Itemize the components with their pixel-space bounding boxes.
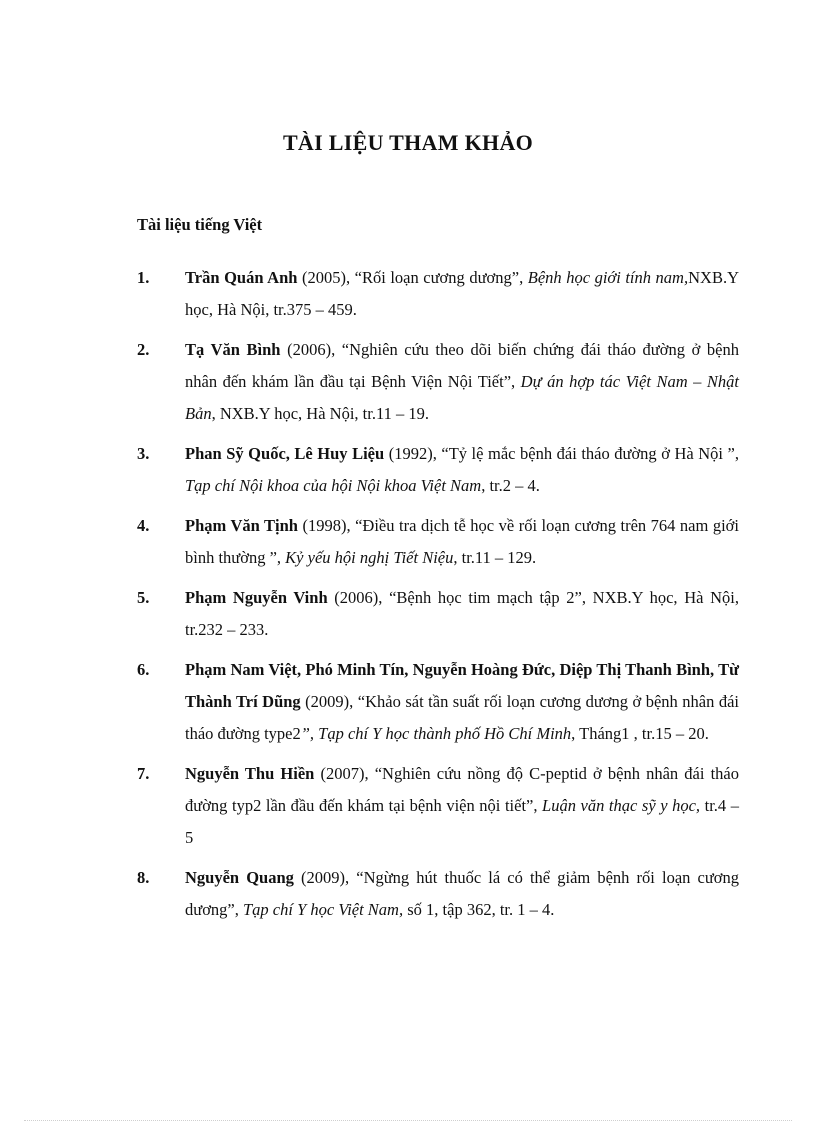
reference-text [185,654,739,750]
reference-text [185,510,739,574]
reference-authors: Phan Sỹ Quốc, Lê Huy Liệu [185,444,385,463]
reference-tail: , Tháng1 , tr.15 – 20. [571,724,709,743]
reference-item [137,862,739,926]
reference-authors: Nguyễn Quang [185,868,294,887]
reference-item [137,438,739,502]
reference-source: ”, Tạp chí Y học thành phố Hồ Chí Minh [300,724,572,743]
reference-number: 4. [137,516,150,535]
reference-tail: , tr.11 – 129. [453,548,537,567]
reference-number: 6. [137,660,150,679]
reference-number: 7. [137,764,150,783]
reference-tail: , NXB.Y học, Hà Nội, tr.11 – 19. [211,404,429,423]
reference-authors: Trần Quán Anh [185,268,298,287]
reference-number: 3. [137,444,150,463]
reference-details: (2007), “Nghiên cứu nồng độ C-peptid ở bệnh nhân đái tháo đường typ2 lần đầu đến khám tại bệnh viện nội tiết”, [185,764,739,815]
reference-authors: Phạm Văn Tịnh [185,516,298,535]
reference-tail: tr.4 – 5 [185,796,739,847]
reference-authors: Phạm Nguyễn Vinh [185,588,328,607]
reference-item [137,510,739,574]
reference-text [185,438,739,502]
reference-number: 8. [137,868,150,887]
section-heading: Tài liệu tiếng Việt [137,215,263,234]
reference-authors: Nguyễn Thu Hiền [185,764,315,783]
reference-authors: Tạ Văn Bình [185,340,281,359]
reference-tail: NXB.Y học, Hà Nội, tr.375 – 459. [185,268,739,319]
reference-source: Bệnh học giới tính nam, [527,268,689,287]
reference-text [185,582,739,646]
reference-source: Tạp chí Y học Việt Nam, [243,900,404,919]
reference-source: Tạp chí Nội khoa của hội Nội khoa Việt Nam [185,476,482,495]
reference-details: (2006), “Nghiên cứu theo dõi biến chứng đái tháo đường ở bệnh nhân đến khám lần đầu tại Bệnh Viện Nội Tiết”, [185,340,739,391]
reference-text [185,862,739,926]
reference-list [137,262,739,934]
reference-text [185,262,739,326]
reference-number: 1. [137,268,150,287]
reference-text [185,334,739,430]
reference-details: (1998), “Điều tra dịch tễ học về rối loạn cương trên 764 nam giới bình thường ”, [185,516,739,567]
reference-item [137,654,739,750]
reference-item [137,262,739,326]
reference-source: Kỷ yếu hội nghị Tiết Niệu [285,548,454,567]
reference-details: (2006), “Bệnh học tim mạch tập 2”, NXB.Y học, Hà Nội, tr.232 – 233. [185,588,739,639]
reference-details: (2009), “Ngừng hút thuốc lá có thể giảm bệnh rối loạn cương dương”, [185,868,739,919]
reference-details: (2005), “Rối loạn cương dương”, [297,268,528,287]
footer-divider [24,1120,792,1121]
reference-details: (1992), “Tỷ lệ mắc bệnh đái tháo đường ở Hà Nội ”, [384,444,739,463]
reference-authors: Phạm Nam Việt, Phó Minh Tín, Nguyễn Hoàng Đức, Diệp Thị Thanh Bình, Từ Thành Trí Dũng [185,660,739,711]
reference-details: (2009), “Khảo sát tần suất rối loạn cương dương ở bệnh nhân đái tháo đường type2 [185,692,739,743]
reference-number: 2. [137,340,150,359]
reference-tail: , tr.2 – 4. [481,476,540,495]
reference-number: 5. [137,588,150,607]
page-title: TÀI LIỆU THAM KHẢO [282,130,534,155]
reference-item [137,758,739,854]
reference-source: Luận văn thạc sỹ y học, [542,796,701,815]
reference-item [137,334,739,430]
reference-source: Dự án hợp tác Việt Nam – Nhật Bản [185,372,739,423]
reference-text [185,758,739,854]
reference-item [137,582,739,646]
reference-tail: số 1, tập 362, tr. 1 – 4. [403,900,555,919]
